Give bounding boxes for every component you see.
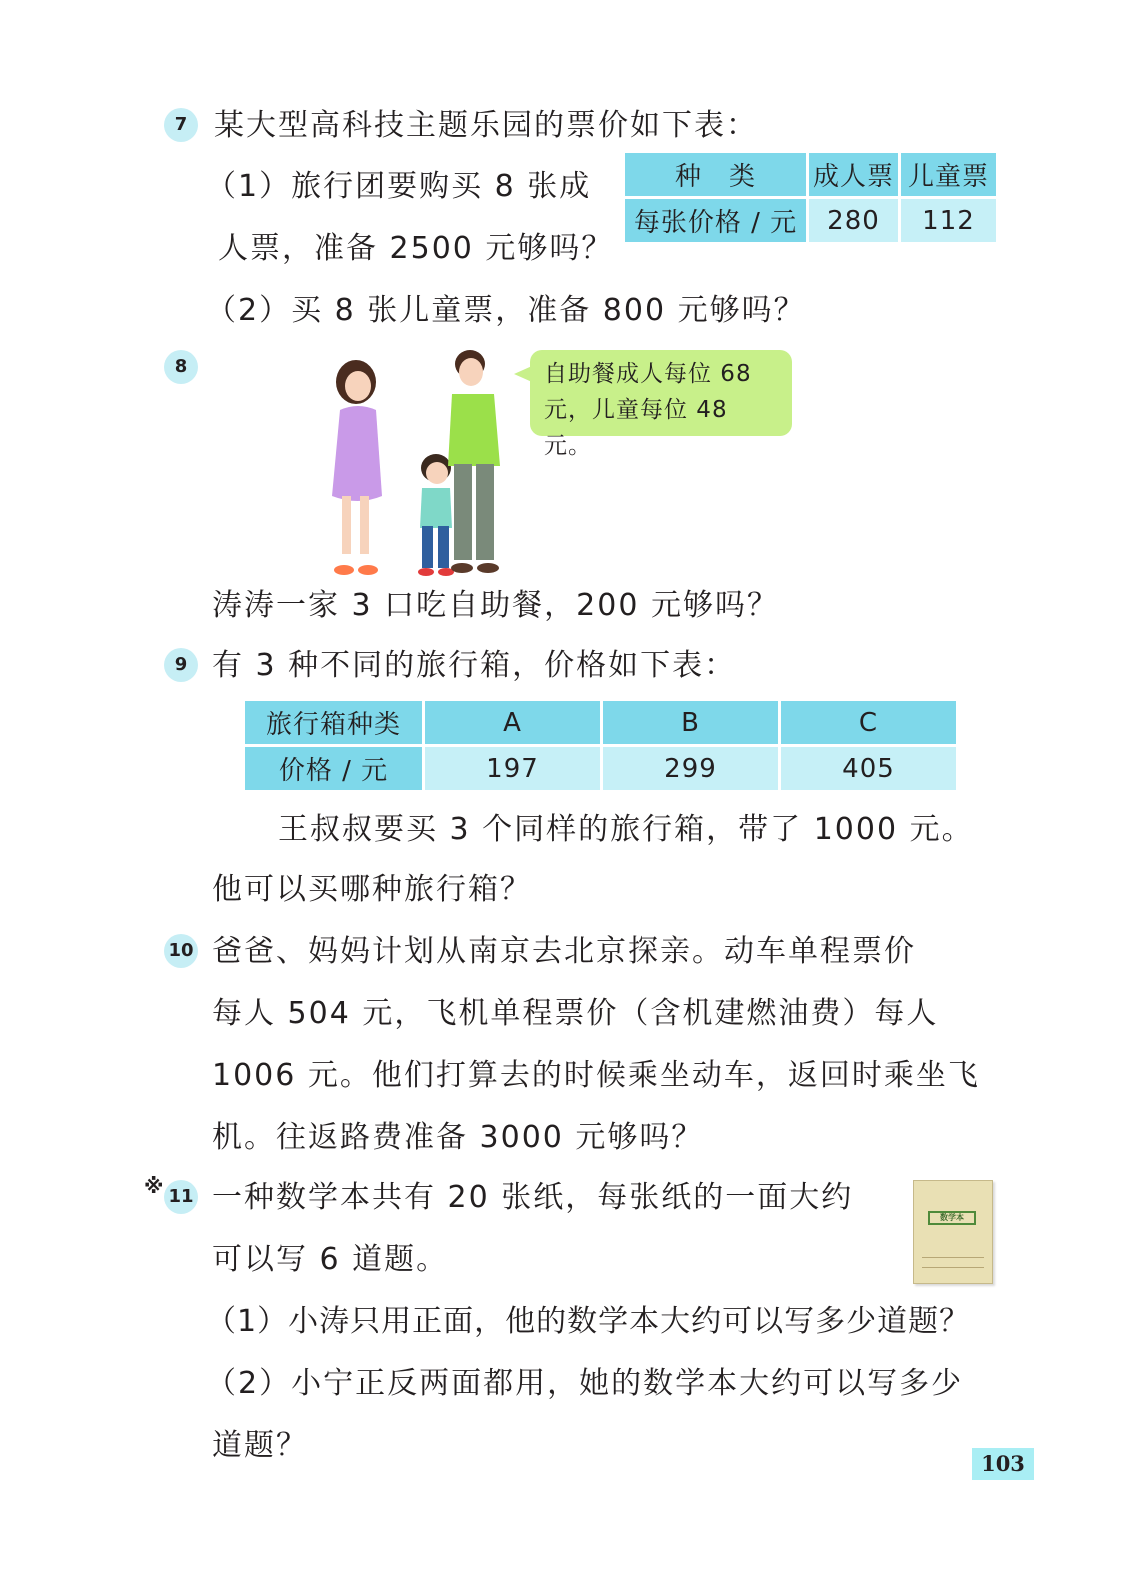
table-cell: 价格 / 元 [244,746,424,792]
table-header-cell: 旅行箱种类 [244,700,424,746]
table-header-cell: C [780,700,958,746]
question-7-part1-line2: 人票，准备 2500 元够吗？ [218,231,614,266]
notebook-rule [922,1257,984,1258]
question-9-number: 9 [164,648,198,682]
table-header-cell: 种 类 [624,152,808,198]
question-10-number: 10 [164,934,198,968]
question-11-line1: 一种数学本共有 20 张纸，每张纸的一面大约 [212,1180,854,1215]
suitcase-price-table [242,698,959,793]
table-header-cell: B [602,700,780,746]
table-header-cell: 儿童票 [900,152,998,198]
table-row [244,700,958,746]
child-figure [418,454,454,576]
notebook-rule [922,1267,984,1268]
question-10-line3: 1006 元。他们打算去的时候乘坐动车，返回时乘坐飞 [212,1058,980,1093]
table-cell: 299 [602,746,780,792]
question-10-line4: 机。往返路费准备 3000 元够吗？ [212,1120,704,1155]
question-7-intro: 某大型高科技主题乐园的票价如下表： [214,108,758,143]
mother-figure [332,360,382,575]
father-figure [448,350,500,573]
question-9-line1: 王叔叔要买 3 个同样的旅行箱，带了 1000 元。 [278,812,974,847]
page-number: 103 [972,1448,1034,1480]
question-11-part2-line1: （2）小宁正反两面都用，她的数学本大约可以写多少 [206,1366,964,1401]
table-cell: 112 [900,198,998,244]
family-illustration [318,346,518,586]
math-notebook-image [913,1180,993,1284]
table-cell: 每张价格 / 元 [624,198,808,244]
question-8-text: 涛涛一家 3 口吃自助餐，200 元够吗？ [212,588,779,623]
question-7-part1-line1: （1）旅行团要购买 8 张成 [206,169,592,204]
table-row [244,746,958,792]
table-cell: 197 [424,746,602,792]
question-11-line2: 可以写 6 道题。 [212,1242,449,1277]
table-cell: 405 [780,746,958,792]
question-7-part2: （2）买 8 张儿童票，准备 800 元够吗？ [206,293,806,328]
question-9-intro: 有 3 种不同的旅行箱，价格如下表： [212,648,737,683]
speech-bubble [530,350,792,459]
notebook-label: 数学本 [928,1211,976,1225]
speech-line-2: 元，儿童每位 48 元。 [544,397,728,459]
question-9-line2: 他可以买哪种旅行箱？ [212,872,532,907]
question-8-number: 8 [164,350,198,384]
table-row [624,152,998,198]
question-10-line1: 爸爸、妈妈计划从南京去北京探亲。动车单程票价 [212,934,916,969]
ticket-price-table [622,150,999,245]
question-7-number: 7 [164,108,198,142]
question-11-part1: （1）小涛只用正面，他的数学本大约可以写多少道题？ [206,1304,971,1339]
table-header-cell: 成人票 [808,152,900,198]
question-11-part2-line2: 道题？ [212,1428,308,1463]
speech-line-1: 自助餐成人每位 68 [544,361,752,387]
question-10-line2: 每人 504 元，飞机单程票价（含机建燃油费）每人 [212,996,939,1031]
optional-question-mark: ※ [144,1174,164,1198]
table-cell: 280 [808,198,900,244]
table-header-cell: A [424,700,602,746]
table-row [624,198,998,244]
question-11-number: 11 [164,1180,198,1214]
